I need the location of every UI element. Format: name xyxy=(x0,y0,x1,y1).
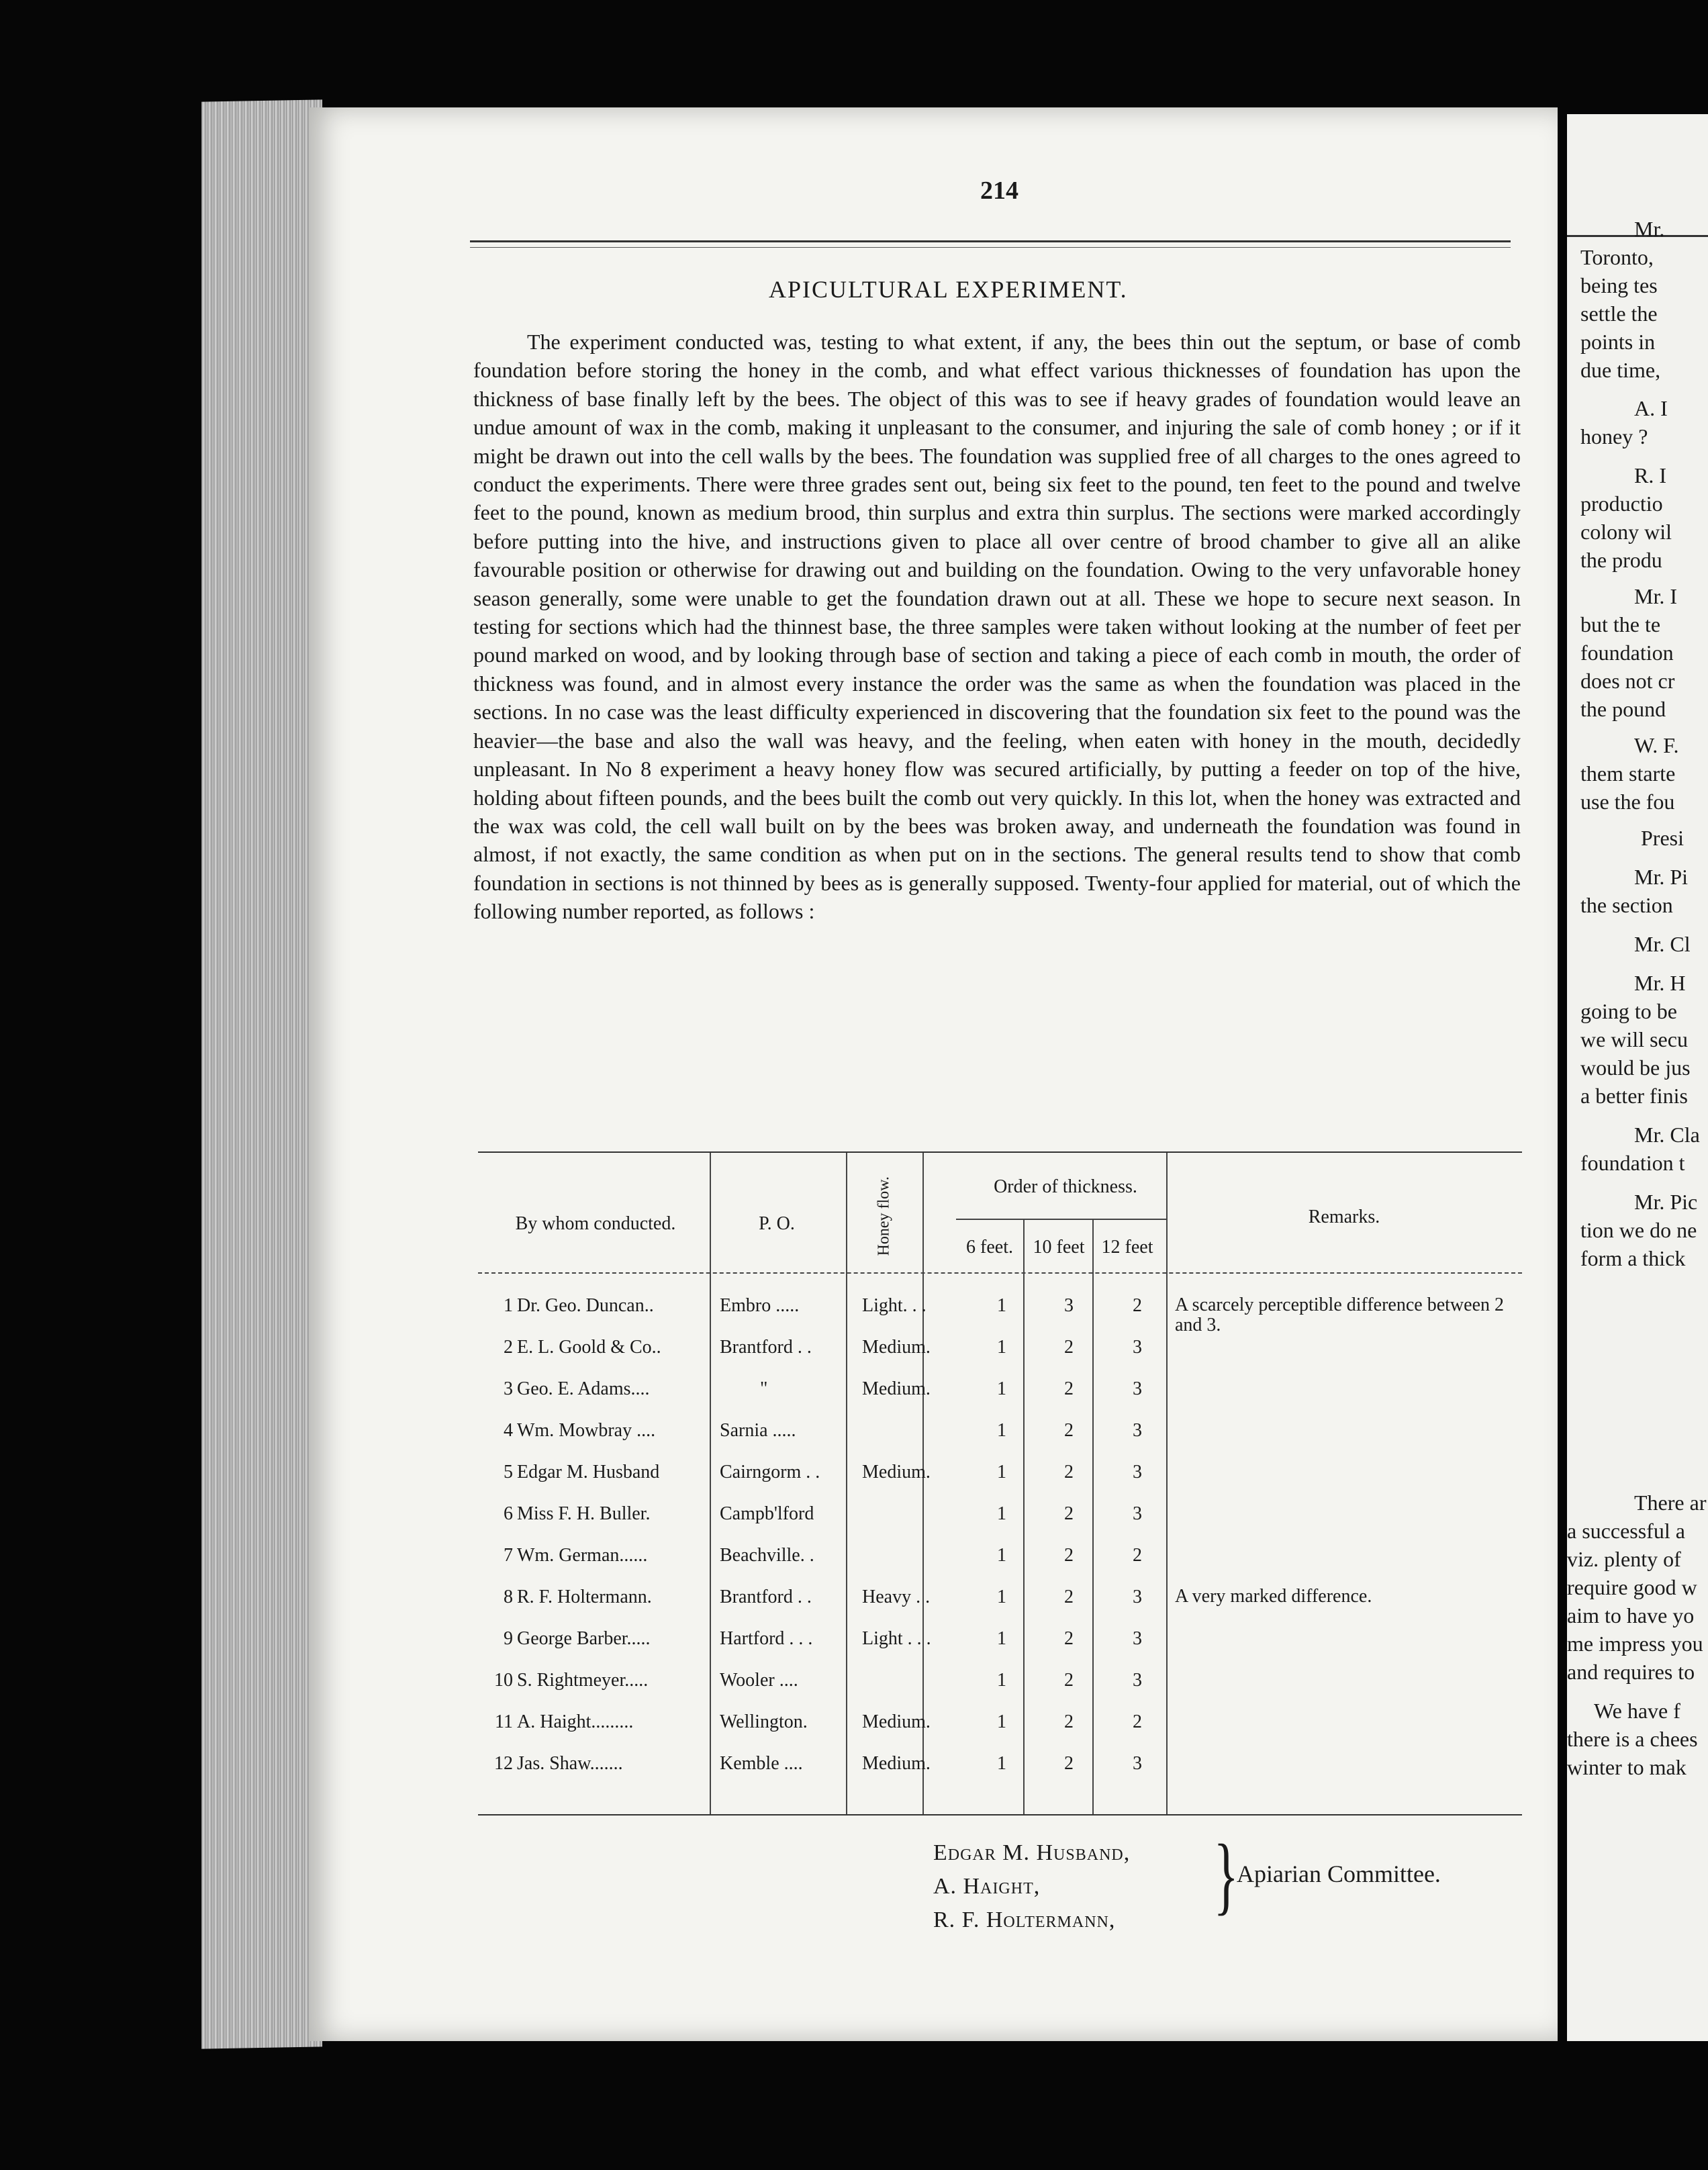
row-10ft: 2 xyxy=(1064,1503,1074,1524)
row-10ft: 2 xyxy=(1064,1545,1074,1566)
adjacent-text-line: would be jus xyxy=(1580,1055,1691,1080)
section-title: APICULTURAL EXPERIMENT. xyxy=(769,276,1128,303)
row-number: 12 xyxy=(494,1753,513,1774)
table-row xyxy=(478,1711,1522,1753)
adjacent-text-line: productio xyxy=(1580,491,1663,516)
adjacent-text-line: form a thick xyxy=(1580,1246,1686,1270)
row-6ft: 1 xyxy=(997,1628,1006,1649)
book-page-edges xyxy=(201,99,322,2048)
adjacent-text-line: a successful a xyxy=(1567,1519,1685,1543)
row-po: Cairngorm . . xyxy=(720,1462,820,1482)
header-10ft: 10 feet xyxy=(1033,1237,1085,1258)
adjacent-text-line: Toronto, xyxy=(1580,245,1654,269)
row-12ft: 3 xyxy=(1133,1628,1142,1649)
row-conductor: Miss F. H. Buller. xyxy=(517,1503,651,1524)
row-12ft: 2 xyxy=(1133,1295,1142,1316)
row-flow: Medium. xyxy=(862,1711,931,1732)
row-flow: Medium. xyxy=(862,1753,931,1774)
row-10ft: 2 xyxy=(1064,1753,1074,1774)
row-number: 1 xyxy=(504,1295,513,1316)
row-conductor: Dr. Geo. Duncan.. xyxy=(517,1295,654,1316)
row-conductor: A. Haight......... xyxy=(517,1711,634,1732)
adjacent-text-line: R. I xyxy=(1634,463,1666,487)
row-number: 10 xyxy=(494,1670,513,1691)
row-conductor: Jas. Shaw....... xyxy=(517,1753,623,1774)
adjacent-text-line: We have f xyxy=(1594,1699,1680,1723)
adjacent-text-line: Mr. H xyxy=(1634,971,1686,995)
adjacent-text-line: A. I xyxy=(1634,396,1668,420)
row-number: 2 xyxy=(504,1337,513,1358)
adjacent-text-line: honey ? xyxy=(1580,424,1648,449)
row-number: 3 xyxy=(504,1378,513,1399)
adjacent-text-line: points in xyxy=(1580,330,1656,354)
row-number: 6 xyxy=(504,1503,513,1524)
committee-name: Apiarian Committee. xyxy=(1237,1860,1441,1887)
row-6ft: 1 xyxy=(997,1295,1006,1316)
row-10ft: 2 xyxy=(1064,1670,1074,1691)
row-po: " xyxy=(760,1378,768,1399)
signatory-name: A. Haight, xyxy=(933,1874,1041,1899)
adjacent-text-line: them starte xyxy=(1580,761,1676,786)
row-6ft: 1 xyxy=(997,1711,1006,1732)
row-po: Beachville. . xyxy=(720,1545,814,1566)
adjacent-text-line: W. F. xyxy=(1634,733,1679,757)
adjacent-text-line: a better finis xyxy=(1580,1084,1688,1108)
adjacent-text-line: the produ xyxy=(1580,548,1662,572)
table-row xyxy=(478,1462,1522,1503)
row-conductor: E. L. Goold & Co.. xyxy=(517,1337,661,1358)
adjacent-page xyxy=(1567,114,1708,2041)
row-6ft: 1 xyxy=(997,1503,1006,1524)
header-conducted: By whom conducted. xyxy=(515,1213,676,1234)
row-10ft: 2 xyxy=(1064,1462,1074,1482)
row-number: 8 xyxy=(504,1587,513,1607)
adjacent-text-line: Mr. xyxy=(1634,217,1665,241)
row-po: Embro ..... xyxy=(720,1295,800,1316)
table-row xyxy=(478,1753,1522,1795)
row-number: 4 xyxy=(504,1420,513,1441)
adjacent-text-line: require good w xyxy=(1567,1575,1697,1599)
adjacent-text-line: Mr. Pi xyxy=(1634,865,1689,889)
row-6ft: 1 xyxy=(997,1670,1006,1691)
row-conductor: Edgar M. Husband xyxy=(517,1462,660,1482)
adjacent-text-line: being tes xyxy=(1580,273,1658,297)
row-conductor: George Barber..... xyxy=(517,1628,651,1649)
row-12ft: 3 xyxy=(1133,1753,1142,1774)
header-rule-thin xyxy=(470,247,1511,248)
brace-glyph: } xyxy=(1213,1827,1239,1924)
adjacent-text-line: Mr. I xyxy=(1634,584,1677,608)
adjacent-text-line: Mr. Cla xyxy=(1634,1123,1700,1147)
row-conductor: Wm. Mowbray .... xyxy=(517,1420,656,1441)
row-10ft: 2 xyxy=(1064,1420,1074,1441)
table-row xyxy=(478,1670,1522,1711)
row-10ft: 3 xyxy=(1064,1295,1074,1316)
adjacent-text-line: viz. plenty of xyxy=(1567,1547,1681,1571)
adjacent-text-line: aim to have yo xyxy=(1567,1603,1695,1628)
table-row xyxy=(478,1337,1522,1378)
row-12ft: 3 xyxy=(1133,1420,1142,1441)
row-po: Brantford . . xyxy=(720,1587,812,1607)
row-po: Sarnia ..... xyxy=(720,1420,796,1441)
row-10ft: 2 xyxy=(1064,1378,1074,1399)
row-conductor: S. Rightmeyer..... xyxy=(517,1670,649,1691)
signatory-name: Edgar M. Husband, xyxy=(933,1840,1131,1865)
adjacent-text-line: Presi xyxy=(1641,826,1684,850)
row-number: 11 xyxy=(495,1711,513,1732)
table-row xyxy=(478,1587,1522,1628)
row-6ft: 1 xyxy=(997,1545,1006,1566)
row-10ft: 2 xyxy=(1064,1711,1074,1732)
header-bottom-rule xyxy=(478,1272,1522,1274)
signature-block xyxy=(933,1836,1130,1937)
signatory-name: R. F. Holtermann, xyxy=(933,1907,1116,1932)
row-12ft: 3 xyxy=(1133,1670,1142,1691)
row-flow: Heavy . . xyxy=(862,1587,931,1607)
row-flow: Medium. xyxy=(862,1378,931,1399)
adjacent-text-line: tion we do ne xyxy=(1580,1218,1697,1242)
header-subrule xyxy=(956,1219,1166,1220)
row-6ft: 1 xyxy=(997,1587,1006,1607)
adjacent-text-line: Mr. Pic xyxy=(1634,1190,1698,1214)
adjacent-text-line: winter to mak xyxy=(1567,1755,1687,1779)
row-6ft: 1 xyxy=(997,1462,1006,1482)
row-flow: Medium. xyxy=(862,1337,931,1358)
row-number: 7 xyxy=(504,1545,513,1566)
adjacent-text-line: settle the xyxy=(1580,301,1658,326)
adjacent-text-line: going to be xyxy=(1580,999,1677,1023)
adjacent-text-line: use the fou xyxy=(1580,790,1675,814)
header-remarks: Remarks. xyxy=(1308,1207,1380,1227)
table-row xyxy=(478,1378,1522,1420)
experiment-table xyxy=(478,1151,1522,1815)
row-conductor: R. F. Holtermann. xyxy=(517,1587,652,1607)
header-rule xyxy=(470,240,1511,242)
row-6ft: 1 xyxy=(997,1378,1006,1399)
adjacent-text-line: the pound xyxy=(1580,697,1666,721)
row-flow: Light. . . xyxy=(862,1295,927,1316)
adjacent-text-line: There ar xyxy=(1634,1491,1707,1515)
adjacent-text-line: and requires to xyxy=(1567,1660,1695,1684)
page-number: 214 xyxy=(980,177,1018,205)
header-12ft: 12 feet xyxy=(1101,1237,1153,1258)
table-row xyxy=(478,1628,1522,1670)
row-po: Kemble .... xyxy=(720,1753,803,1774)
adjacent-text-line: foundation t xyxy=(1580,1151,1685,1175)
row-12ft: 2 xyxy=(1133,1545,1142,1566)
adjacent-text-line: me impress you xyxy=(1567,1632,1703,1656)
adjacent-text-line: the section xyxy=(1580,893,1673,917)
row-flow: Light . . . xyxy=(862,1628,931,1649)
adjacent-text-line: but the te xyxy=(1580,612,1661,636)
row-12ft: 3 xyxy=(1133,1462,1142,1482)
adjacent-text-line: Mr. Cl xyxy=(1634,932,1691,956)
table-row xyxy=(478,1420,1522,1462)
header-6ft: 6 feet. xyxy=(966,1237,1013,1258)
row-remarks: A scarcely perceptible difference between 2 and 3. xyxy=(1175,1294,1504,1335)
row-flow: Medium. xyxy=(862,1462,931,1482)
row-10ft: 2 xyxy=(1064,1587,1074,1607)
row-number: 9 xyxy=(504,1628,513,1649)
adjacent-text-line: does not cr xyxy=(1580,669,1675,693)
row-conductor: Geo. E. Adams.... xyxy=(517,1378,650,1399)
row-10ft: 2 xyxy=(1064,1628,1074,1649)
row-6ft: 1 xyxy=(997,1337,1006,1358)
row-6ft: 1 xyxy=(997,1753,1006,1774)
table-row xyxy=(478,1295,1522,1337)
row-12ft: 2 xyxy=(1133,1711,1142,1732)
row-number: 5 xyxy=(504,1462,513,1482)
adjacent-text-line: colony wil xyxy=(1580,520,1672,544)
row-po: Wellington. xyxy=(720,1711,808,1732)
row-12ft: 3 xyxy=(1133,1587,1142,1607)
adjacent-text-line: we will secu xyxy=(1580,1027,1688,1051)
row-po: Brantford . . xyxy=(720,1337,812,1358)
row-po: Wooler .... xyxy=(720,1670,798,1691)
header-po: P. O. xyxy=(759,1213,795,1234)
adjacent-text-line: due time, xyxy=(1580,358,1661,382)
adjacent-text-line: foundation xyxy=(1580,641,1674,665)
row-10ft: 2 xyxy=(1064,1337,1074,1358)
row-12ft: 3 xyxy=(1133,1503,1142,1524)
row-12ft: 3 xyxy=(1133,1337,1142,1358)
body-paragraph: The experiment conducted was, testing to what extent, if any, the bees thin out the septum, or base of comb foundation before storing the honey in the comb, and what effect various thicknesses of foundation has upon the thickness of base finally left by the bees. The object of this was to see if heavy grades of foundation would leave an undue amount of wax in the comb, making it unpleasant to the consumer, and injuring the sale of comb honey ; or if it might be drawn out into the cell walls by the bees. The foundation was supplied free of all charges to the ones agreed to conduct the experiments. There were three grades sent out, being six feet to the pound, ten feet to the pound and twelve feet to the pound, known as medium brood, thin surplus and extra thin surplus. The sections were marked accordingly before putting into the hive, and instructions given to place all over centre of brood chamber to give all an alike favourable position or otherwise for drawing out and building on the foundation. Owing to the very unfavorable honey season generally, some were unable to get the foundation drawn out at all. These we hope to secure next season. In testing for sections which had the thinnest base, the three samples were taken without looking at the number of feet per pound marked on wood, and by looking through base of section and taking a piece of each comb in mouth, the order of thickness was found, and in almost every instance the order was the same as when the foundation was placed in the sections. In no case was the least difficulty experienced in discovering that the foundation six feet to the pound was the heavier—the base and also the wall was heavy, and the feeling, when eaten with honey in the mouth, decidedly unpleasant. In No 8 experiment a heavy honey flow was secured artificially, by putting a feeder on top of the hive, holding about fifteen pounds, and the bees built the comb out very quickly. In this lot, when the honey was extracted and the wax was cold, the cell wall built on by the bees was broken away, and underneath the foundation was found in almost, if not exactly, the same condition as when put on in the sections. The general results tend to show that comb foundation in sections is not thinned by bees as is generally supposed. Twenty-four applied for material, out of which the following number reported, as follows : xyxy=(473,330,1521,924)
row-12ft: 3 xyxy=(1133,1378,1142,1399)
body-paragraph-container xyxy=(473,328,1521,926)
row-po: Campb'lford xyxy=(720,1503,814,1524)
row-remarks: A very marked difference. xyxy=(1175,1586,1372,1607)
row-po: Hartford . . . xyxy=(720,1628,813,1649)
row-6ft: 1 xyxy=(997,1420,1006,1441)
header-order: Order of thickness. xyxy=(994,1176,1137,1197)
table-row xyxy=(478,1503,1522,1545)
header-honey-flow: Honey flow. xyxy=(875,1176,893,1256)
adjacent-text-line: there is a chees xyxy=(1567,1727,1698,1751)
row-conductor: Wm. German...... xyxy=(517,1545,648,1566)
table-row xyxy=(478,1545,1522,1587)
